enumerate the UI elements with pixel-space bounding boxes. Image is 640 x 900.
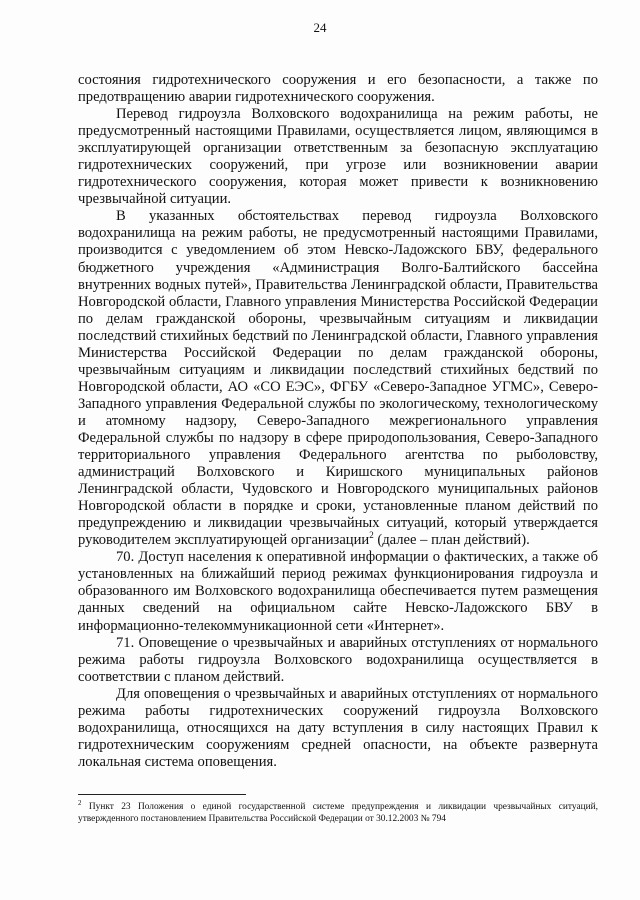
footnote-divider [78,794,246,795]
paragraph-notification-text: В указанных обстоятельствах перевод гидроузла Волховского водохранилища на режим работы, не предусмотренный настоящими Правилами, производится с уведомлением об этом Невско-Ладожского БВУ, федерального бюджетного учреждения «Администрация Волго-Балтийского бассейна внутренних водных путей», Правительства Ленинградской области, Правительства Новгородской области, Главного управления Министерства Российской Федерации по делам гражданской обороны, чрезвычайным ситуациям и ликвидации последствий стихийных бедствий по Ленинградской области, Главного управления Министерства Российской Федерации по делам гражданской обороны, чрезвычайным ситуациям и ликвидации последствий стихийных бедствий по Новгородской области, АО «СО ЕЭС», ФГБУ «Северо-Западное УГМС», Северо-Западного управления Федеральной службы по экологическому, технологическому и атомному надзору, Северо-Западного межрегионального управления Федеральной службы по надзору в сфере природопользования, Северо-Западного территориального управления Федерального агентства по рыболовству, администраций Волховского и Киришского муниципальных районов Ленинградской области, Чудовского и Новгородского муниципальных районов Новгородской области в порядке и сроки, установленные планом действий по предупреждению и ликвидации чрезвычайных ситуаций, который утверждается руководителем эксплуатирующей организации [78,208,598,549]
document-body [78,72,598,771]
paragraph-item-71: 71. Оповещение о чрезвычайных и аварийных отступлениях от нормального режима работы гидроузла Волховского водохранилища осуществляется в соответствии с планом действий. [78,634,598,685]
footnote-marker: 2 [78,798,82,807]
footnote-reference[interactable]: 2 [369,530,374,541]
paragraph-notification-tail: (далее – план действий). [373,532,530,549]
paragraph-continuation: состояния гидротехнического сооружения и его безопасности, а также по предотвращению аварии гидротехнического сооружения. [78,72,598,106]
footnote [78,798,598,825]
paragraph-warning-system: Для оповещения о чрезвычайных и аварийных отступлениях от нормального режима работы гидротехнических сооружений гидроузла Волховского водохранилища, относящихся на дату вступления в силу настоящих Правил к гидротехническим сооружениям средней опасности, на объекте развернута локальная система оповещения. [78,685,598,770]
footnote-text: Пункт 23 Положения о единой государственной системе предупреждения и ликвидации чрезвычайных ситуаций, утвержденного постановлением Правительства Российской Федерации от 30.12.2003 № 794 [78,802,598,824]
paragraph-notification-list [78,208,598,549]
paragraph-transfer-mode: Перевод гидроузла Волховского водохранилища на режим работы, не предусмотренный настоящими Правилами, осуществляется лицом, являющимся в эксплуатирующей организации ответственным за безопасную эксплуатацию гидротехнических сооружений, при угрозе или возникновении аварии гидротехнического сооружения, которая может привести к возникновению чрезвычайной ситуации. [78,106,598,208]
page-number: 24 [313,20,327,35]
paragraph-item-70: 70. Доступ населения к оперативной информации о фактических, а также об установленных на ближайший период режимах функционирования гидроузла и образованного им Волховского водохранилища обеспечивается путем размещения данных сведений на официальном сайте Невско-Ладожского БВУ в информационно-телекоммуникационной сети «Интернет». [78,549,598,634]
